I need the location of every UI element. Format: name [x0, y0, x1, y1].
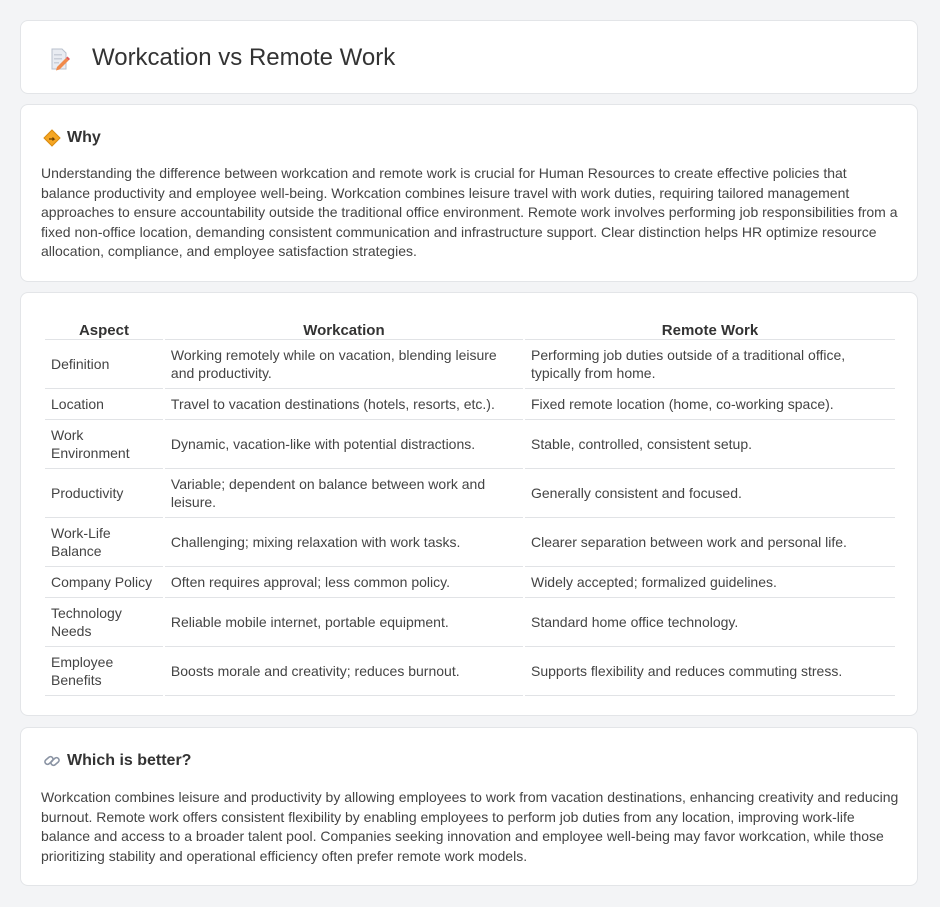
comparison-table [43, 313, 897, 696]
table-row [45, 389, 895, 420]
better-heading: Which is better? [67, 752, 192, 769]
header-workcation: Workcation [165, 313, 523, 340]
page-title: Workcation vs Remote Work [92, 44, 396, 71]
table-cell: Generally consistent and focused. [525, 469, 895, 518]
table-row [45, 647, 895, 696]
table-cell: Clearer separation between work and personal life. [525, 518, 895, 567]
table-cell: Productivity [45, 469, 163, 518]
table-cell: Standard home office technology. [525, 598, 895, 647]
table-cell: Variable; dependent on balance between work and leisure. [165, 469, 523, 518]
title-card [20, 20, 918, 94]
table-cell: Employee Benefits [45, 647, 163, 696]
table-row [45, 469, 895, 518]
table-cell: Location [45, 389, 163, 420]
better-text: Workcation combines leisure and productivity by allowing employees to work from vacation destinations, enhancing creativity and reducing burnout. Remote work offers consistent flexibility by enabling employees to perform job duties from any location, improving work-life balance and access to a broader talent pool. Companies seeking innovation and employee well-being may favor workcation, while those prioritizing stability and operational efficiency often prefer remote work models. [41, 789, 899, 864]
table-cell: Company Policy [45, 567, 163, 598]
table-header-row [45, 313, 895, 340]
table-cell: Work Environment [45, 420, 163, 469]
table-cell: Technology Needs [45, 598, 163, 647]
why-section [20, 104, 918, 282]
why-text: Understanding the difference between workcation and remote work is crucial for Human Resources to create effective policies that balance productivity and employee well-being. Workcation combines leisure travel with work duties, requiring tailored management approaches to ensure accountability outside the traditional office environment. Remote work involves performing job responsibilities from a fixed non-office location, demanding consistent communication and infrastructure support. Clear distinction helps HR optimize resource allocation, compliance, and employee satisfaction strategies. [41, 165, 898, 260]
table-cell: Challenging; mixing relaxation with work tasks. [165, 518, 523, 567]
diamond-sign-icon [43, 129, 61, 147]
table-cell: Dynamic, vacation-like with potential distractions. [165, 420, 523, 469]
table-cell: Stable, controlled, consistent setup. [525, 420, 895, 469]
table-cell: Definition [45, 340, 163, 389]
why-heading: Why [67, 129, 101, 146]
table-cell: Fixed remote location (home, co-working space). [525, 389, 895, 420]
document-pencil-icon [47, 47, 71, 71]
comparison-section [20, 292, 918, 716]
table-cell: Performing job duties outside of a traditional office, typically from home. [525, 340, 895, 389]
table-cell: Travel to vacation destinations (hotels, resorts, etc.). [165, 389, 523, 420]
table-row [45, 420, 895, 469]
table-row [45, 518, 895, 567]
table-cell: Supports flexibility and reduces commuting stress. [525, 647, 895, 696]
header-aspect: Aspect [45, 313, 163, 340]
which-is-better-section [20, 727, 918, 886]
table-cell: Widely accepted; formalized guidelines. [525, 567, 895, 598]
table-cell: Working remotely while on vacation, blending leisure and productivity. [165, 340, 523, 389]
table-cell: Boosts morale and creativity; reduces burnout. [165, 647, 523, 696]
header-remote-work: Remote Work [525, 313, 895, 340]
table-row [45, 340, 895, 389]
table-row [45, 567, 895, 598]
table-cell: Work-Life Balance [45, 518, 163, 567]
link-icon [43, 752, 61, 770]
table-cell: Reliable mobile internet, portable equipment. [165, 598, 523, 647]
table-cell: Often requires approval; less common policy. [165, 567, 523, 598]
table-row [45, 598, 895, 647]
